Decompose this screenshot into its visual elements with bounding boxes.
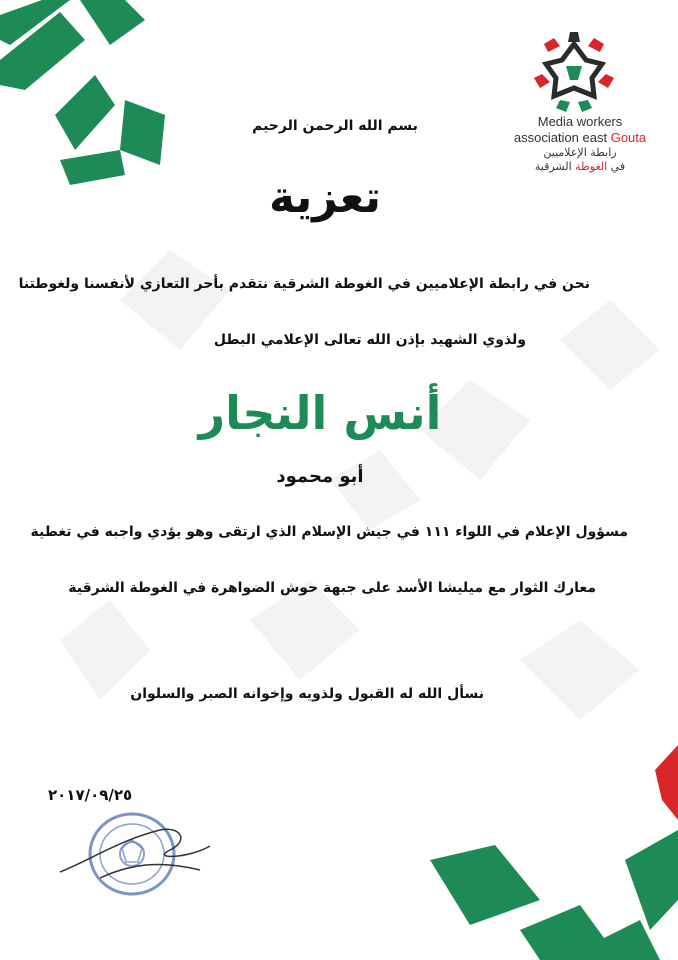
logo-text-en (505, 114, 655, 146)
martyr-kunya: أبو محمود (276, 466, 364, 487)
logo-text-ar (515, 146, 645, 174)
logo-ar2-a: في (607, 160, 626, 173)
logo-ar2-b: الغوطة (575, 160, 608, 173)
martyr-name: أنس النجار (198, 386, 442, 440)
logo-ar-line2 (515, 160, 645, 174)
signature-icon (60, 829, 210, 878)
body-line-2: ولذوي الشهيد بإذن الله تعالى الإعلامي البطل (213, 332, 526, 348)
page-title: تعزية (269, 172, 381, 223)
logo-line2 (505, 130, 655, 146)
logo-line2-a: association east (513, 130, 611, 145)
body-line-3: مسؤول الإعلام في اللواء ١١١ في جيش الإسلام الذي ارتقى وهو يؤدي واجبه في تغطية (30, 524, 628, 540)
logo-line1: Media workers (537, 114, 623, 129)
body-line-4: معارك الثوار مع ميليشا الأسد على جبهة حوش الضواهرة في الغوطة الشرقية (68, 580, 596, 596)
body-line-5: نسأل الله له القبول ولذويه وإخوانه الصبر والسلوان (130, 686, 484, 702)
document-date: ٢٠١٧/٠٩/٢٥ (48, 786, 133, 804)
logo-ar2-c: الشرقية (534, 160, 576, 173)
body-line-1: نحن في رابطة الإعلاميين في الغوطة الشرقية نتقدم بأحر التعازي لأنفسنا ولغوطتنا (18, 276, 590, 292)
logo-line2-b: Gouta (610, 130, 647, 145)
round-stamp-icon (40, 800, 230, 900)
basmala: بسم الله الرحمن الرحيم (252, 118, 418, 134)
logo-ar-line1: رابطة الإعلاميين (543, 146, 617, 159)
